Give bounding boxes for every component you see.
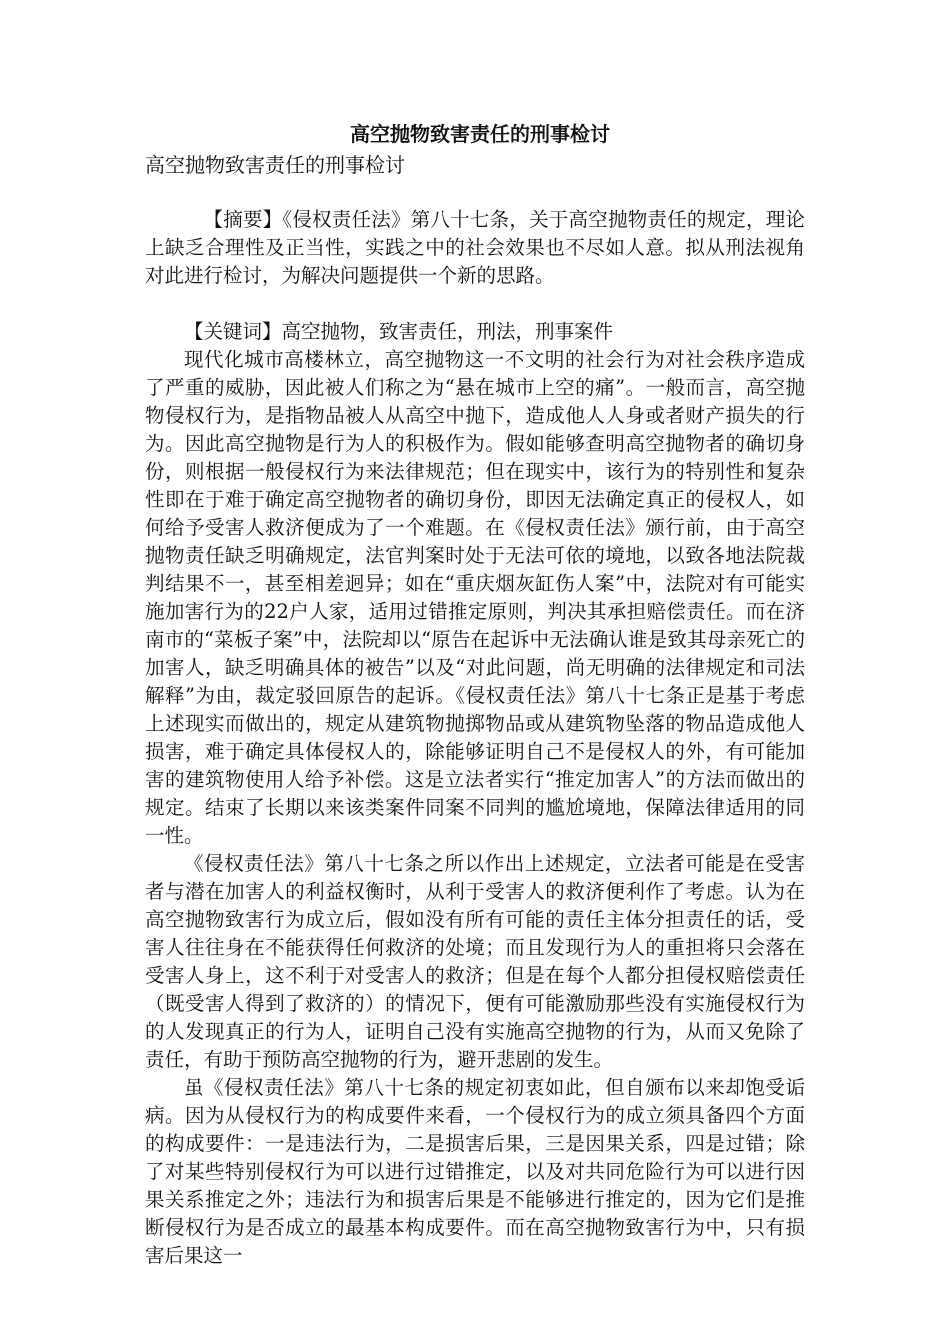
body-paragraph-1: 现代化城市高楼林立，高空抛物这一不文明的社会行为对社会秩序造成了严重的威胁，因此被人们称之为“悬在城市上空的痛”。一般而言，高空抛物侵权行为，是指物品被人从高空中抛下，造成他人人身或者财产损失的行为。因此高空抛物是行为人的积极作为。假如能够查明高空抛物者的确切身份，则根据一般侵权行为来法律规范；但在现实中，该行为的特别性和复杂性即在于难于确定高空抛物者的确切身份，即因无法确定真正的侵权人，如何给予受害人救济便成为了一个难题。在《侵权责任法》颁行前，由于高空抛物责任缺乏明确规定，法官判案时处于无法可依的境地，以致各地法院裁判结果不一，甚至相差迥异；如在“重庆烟灰缸伤人案”中，法院对有可能实施加害行为的22户人家，适用过错推定原则，判决其承担赔偿责任。而在济南市的“菜板子案”中，法院却以“原告在起诉中无法确认谁是致其母亲死亡的加害人，缺乏明确具体的被告”以及“对此问题，尚无明确的法律规定和司法解释”为由，裁定驳回原告的起诉。《侵权责任法》第八十七条正是基于考虑上述现实而做出的，规定从建筑物抛掷物品或从建筑物坠落的物品造成他人损害，难于确定具体侵权人的，除能够证明自己不是侵权人的外，有可能加害的建筑物使用人给予补偿。这是立法者实行“推定加害人”的方法而做出的规定。结束了长期以来该类案件同案不同判的尴尬境地，保障法律适用的同一性。 — [145, 348, 805, 847]
body-paragraph-2: 《侵权责任法》第八十七条之所以作出上述规定，立法者可能是在受害者与潜在加害人的利益权衡时，从利于受害人的救济便利作了考虑。认为在高空抛物致害行为成立后，假如没有所有可能的责任主体分担责任的话，受害人往往身在不能获得任何救济的处境；而且发现行为人的重担将只会落在受害人身上，这不利于对受害人的救济；但是在每个人都分担侵权赔偿责任（既受害人得到了救济的）的情况下，便有可能激励那些没有实施侵权行为的人发现真正的行为人，证明自己没有实施高空抛物的行为，从而又免除了责任，有助于预防高空抛物的行为，避开悲剧的发生。 — [145, 852, 805, 1071]
document-subtitle: 高空抛物致害责任的刑事检讨 — [145, 153, 405, 177]
body-paragraph-3: 虽《侵权责任法》第八十七条的规定初衷如此，但自颁布以来却饱受诟病。因为从侵权行为的构成要件来看，一个侵权行为的成立须具备四个方面的构成要件：一是违法行为，二是损害后果，三是因果关系，四是过错；除了对某些特别侵权行为可以进行过错推定，以及对共同危险行为可以进行因果关系推定之外；违法行为和损害后果是不能够进行推定的，因为它们是推断侵权行为是否成立的最基本构成要件。而在高空抛物致害行为中，只有损害后果这一 — [145, 1076, 805, 1267]
abstract-paragraph: 【摘要】《侵权责任法》第八十七条，关于高空抛物责任的规定，理论上缺乏合理性及正当性，实践之中的社会效果也不尽如人意。拟从刑法视角对此进行检讨，为解决问题提供一个新的思路。 — [145, 208, 805, 287]
document-title: 高空抛物致害责任的刑事检讨 — [350, 122, 610, 146]
keywords-paragraph: 【关键词】高空抛物，致害责任，刑法，刑事案件 — [184, 320, 614, 343]
document-page — [145, 118, 805, 1270]
